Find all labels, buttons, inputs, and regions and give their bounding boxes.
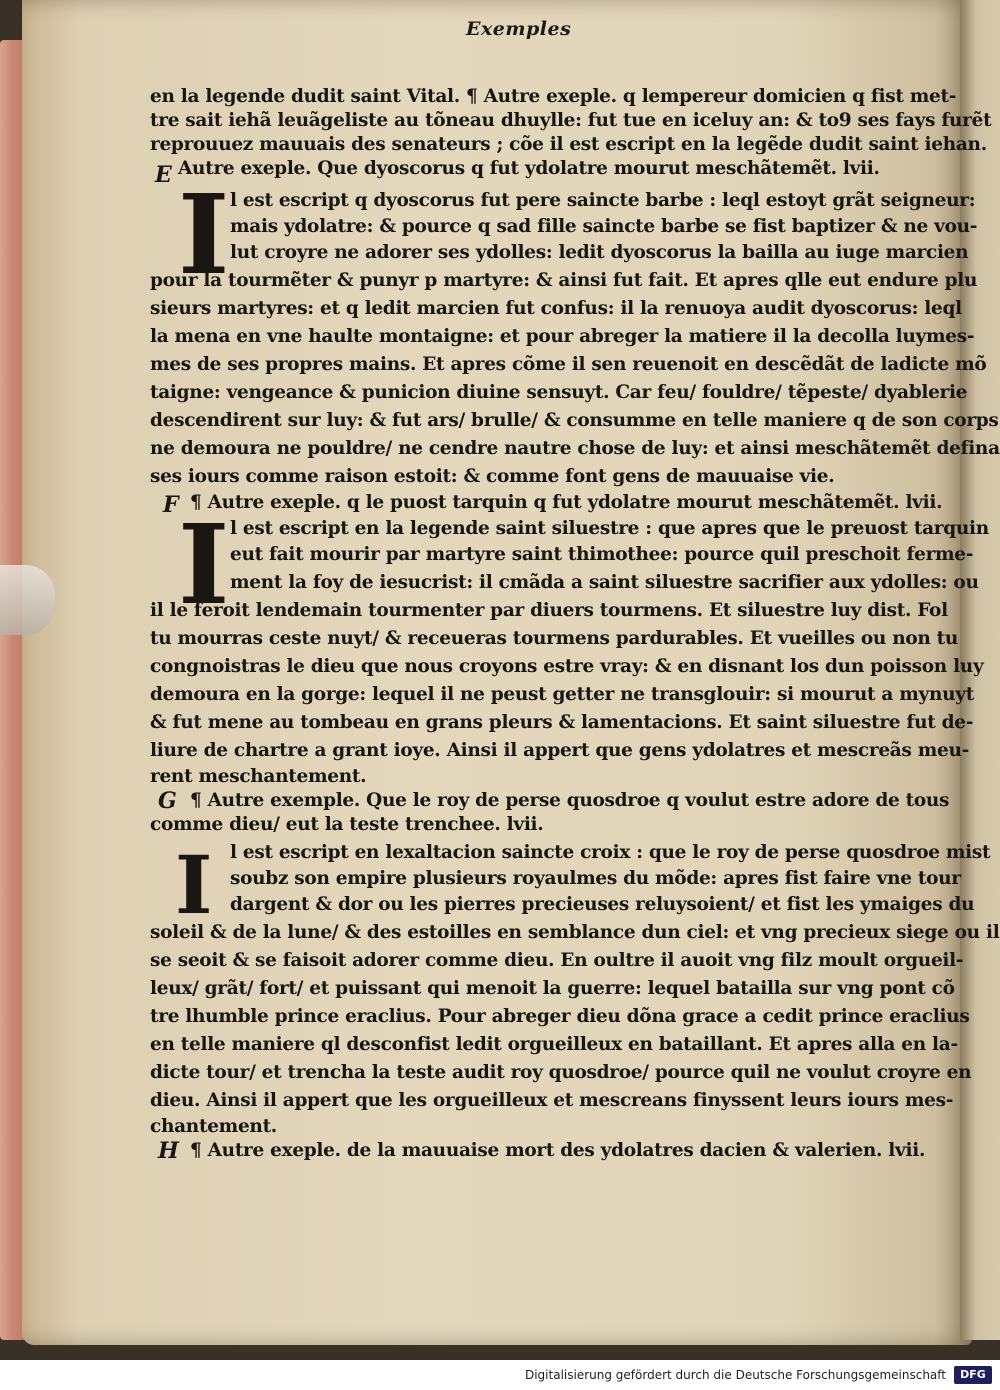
- text-line: tre sait iehã leuãgeliste au tõneau dhuylle: fut tue en iceluy an: & to9 ses fays furẽt: [150, 110, 992, 131]
- text-line: chantement.: [150, 1116, 277, 1137]
- text-line: ¶ Autre exeple. de la mauuaise mort des ydolatres dacien & valerien. lvii.: [190, 1140, 926, 1161]
- text-line: dieu. Ainsi il appert que les orgueilleux et mescreans finyssent leurs iours mes-: [150, 1090, 954, 1111]
- text-line: en telle maniere ql desconfist ledit orgueilleux en bataillant. Et apres alla en la-: [150, 1034, 958, 1055]
- footer-bar: [0, 1360, 1000, 1390]
- text-line: ses iours comme raison estoit: & comme font gens de mauuaise vie.: [150, 466, 835, 487]
- funding-credit: Digitalisierung gefördert durch die Deutsche Forschungsgemeinschaft: [524, 1368, 946, 1382]
- drop-capital: I: [178, 170, 230, 299]
- text-line: mes de ses propres mains. Et apres cõme il sen reuenoit en descẽdãt de ladicte mõ: [150, 354, 987, 375]
- drop-capital: I: [175, 838, 213, 932]
- text-line: ment la foy de iesucrist: il cmãda a saint siluestre sacrifier aux ydolles: ou: [230, 572, 979, 593]
- text-line: l est escript en la legende saint siluestre : que apres que le preuost tarquin: [230, 518, 989, 539]
- text-line: leux/ grãt/ fort/ et puissant qui menoit la guerre: lequel batailla sur vng pont cõ: [150, 978, 955, 999]
- drop-capital: I: [178, 500, 230, 629]
- margin-letter: F: [163, 492, 179, 518]
- text-line: liure de chartre a grant ioye. Ainsi il appert que gens ydolatres et mescreãs meu-: [150, 740, 970, 761]
- text-line: soubz son empire plusieurs royaulmes du mõde: apres fist faire vne tour: [230, 868, 961, 889]
- text-line: sieurs martyres: et q ledit marcien fut confus: il la renuoya audit dyoscorus: leql: [150, 298, 962, 319]
- text-line: tre lhumble prince eraclius. Pour abreger dieu dõna grace a cedit prince eraclius: [150, 1006, 970, 1027]
- running-head: Exemples: [466, 18, 572, 40]
- text-line: eut fait mourir par martyre saint thimothee: pource quil preschoit ferme-: [230, 544, 974, 565]
- text-line: demoura en la gorge: lequel il ne peust getter ne transglouir: si mourut a mynuyt: [150, 684, 974, 705]
- text-line: pour la tourmẽter & punyr p martyre: & ainsi fut fait. Et apres qlle eut endure plu: [150, 270, 978, 291]
- text-line: soleil & de la lune/ & des estoilles en semblance dun ciel: et vng precieux siege ou il: [150, 922, 1000, 943]
- text-line: reprouuez mauuais des senateurs ; cõe il est escript en la legẽde dudit saint iehan.: [150, 134, 987, 155]
- text-line: lut croyre ne adorer ses ydolles: ledit dyoscorus la bailla au iuge marcien: [230, 242, 969, 263]
- text-line: descendirent sur luy: & fut ars/ brulle/ & consumme en telle maniere q de son corps: [150, 410, 999, 431]
- text-line: l est escript q dyoscorus fut pere saincte barbe : leql estoyt grãt seigneur:: [230, 190, 976, 211]
- text-line: comme dieu/ eut la teste trenchee. lvii.: [150, 814, 544, 835]
- page-clip: [0, 565, 55, 635]
- text-line: taigne: vengeance & punicion diuine sensuyt. Car feu/ fouldre/ tẽpeste/ dyablerie: [150, 382, 968, 403]
- text-line: Autre exeple. Que dyoscorus q fut ydolatre mourut meschãtemẽt. lvii.: [178, 158, 880, 179]
- dfg-logo: DFG: [954, 1366, 992, 1384]
- margin-letter: H: [158, 1138, 179, 1164]
- text-line: il le feroit lendemain tourmenter par diuers tourmens. Et siluestre luy dist. Fol: [150, 600, 948, 621]
- text-line: se seoit & se faisoit adorer comme dieu. En oultre il auoit vng filz moult orgueil-: [150, 950, 964, 971]
- text-line: ne demoura ne pouldre/ ne cendre nautre chose de luy: et ainsi meschãtemẽt defina: [150, 438, 1000, 459]
- text-line: dargent & dor ou les pierres precieuses reluysoient/ et fist les ymaiges du: [230, 894, 975, 915]
- text-line: & fut mene au tombeau en grans pleurs & lamentacions. Et saint siluestre fut de-: [150, 712, 974, 733]
- text-line: mais ydolatre: & pource q sad fille saincte barbe se fist baptizer & ne vou-: [230, 216, 978, 237]
- text-line: l est escript en lexaltacion saincte croix : que le roy de perse quosdroe mist: [230, 842, 991, 863]
- text-line: la mena en vne haulte montaigne: et pour abreger la matiere il la decolla luymes-: [150, 326, 975, 347]
- text-line: en la legende dudit saint Vital. ¶ Autre exeple. q lempereur domicien q fist met-: [150, 86, 957, 107]
- text-line: tu mourras ceste nuyt/ & receueras tourmens pardurables. Et vueilles ou non tu: [150, 628, 959, 649]
- text-line: dicte tour/ et trencha la teste audit roy quosdroe/ pource quil ne voulut croyre en: [150, 1062, 972, 1083]
- text-line: ¶ Autre exeple. q le puost tarquin q fut ydolatre mourut meschãtemẽt. lvii.: [190, 492, 943, 513]
- margin-letter: G: [158, 788, 177, 814]
- margin-letter: E: [155, 162, 172, 188]
- text-line: rent meschantement.: [150, 766, 367, 787]
- text-line: ¶ Autre exemple. Que le roy de perse quosdroe q voulut estre adore de tous: [190, 790, 950, 811]
- text-line: congnoistras le dieu que nous croyons estre vray: & en disnant los dun poisson luy: [150, 656, 984, 677]
